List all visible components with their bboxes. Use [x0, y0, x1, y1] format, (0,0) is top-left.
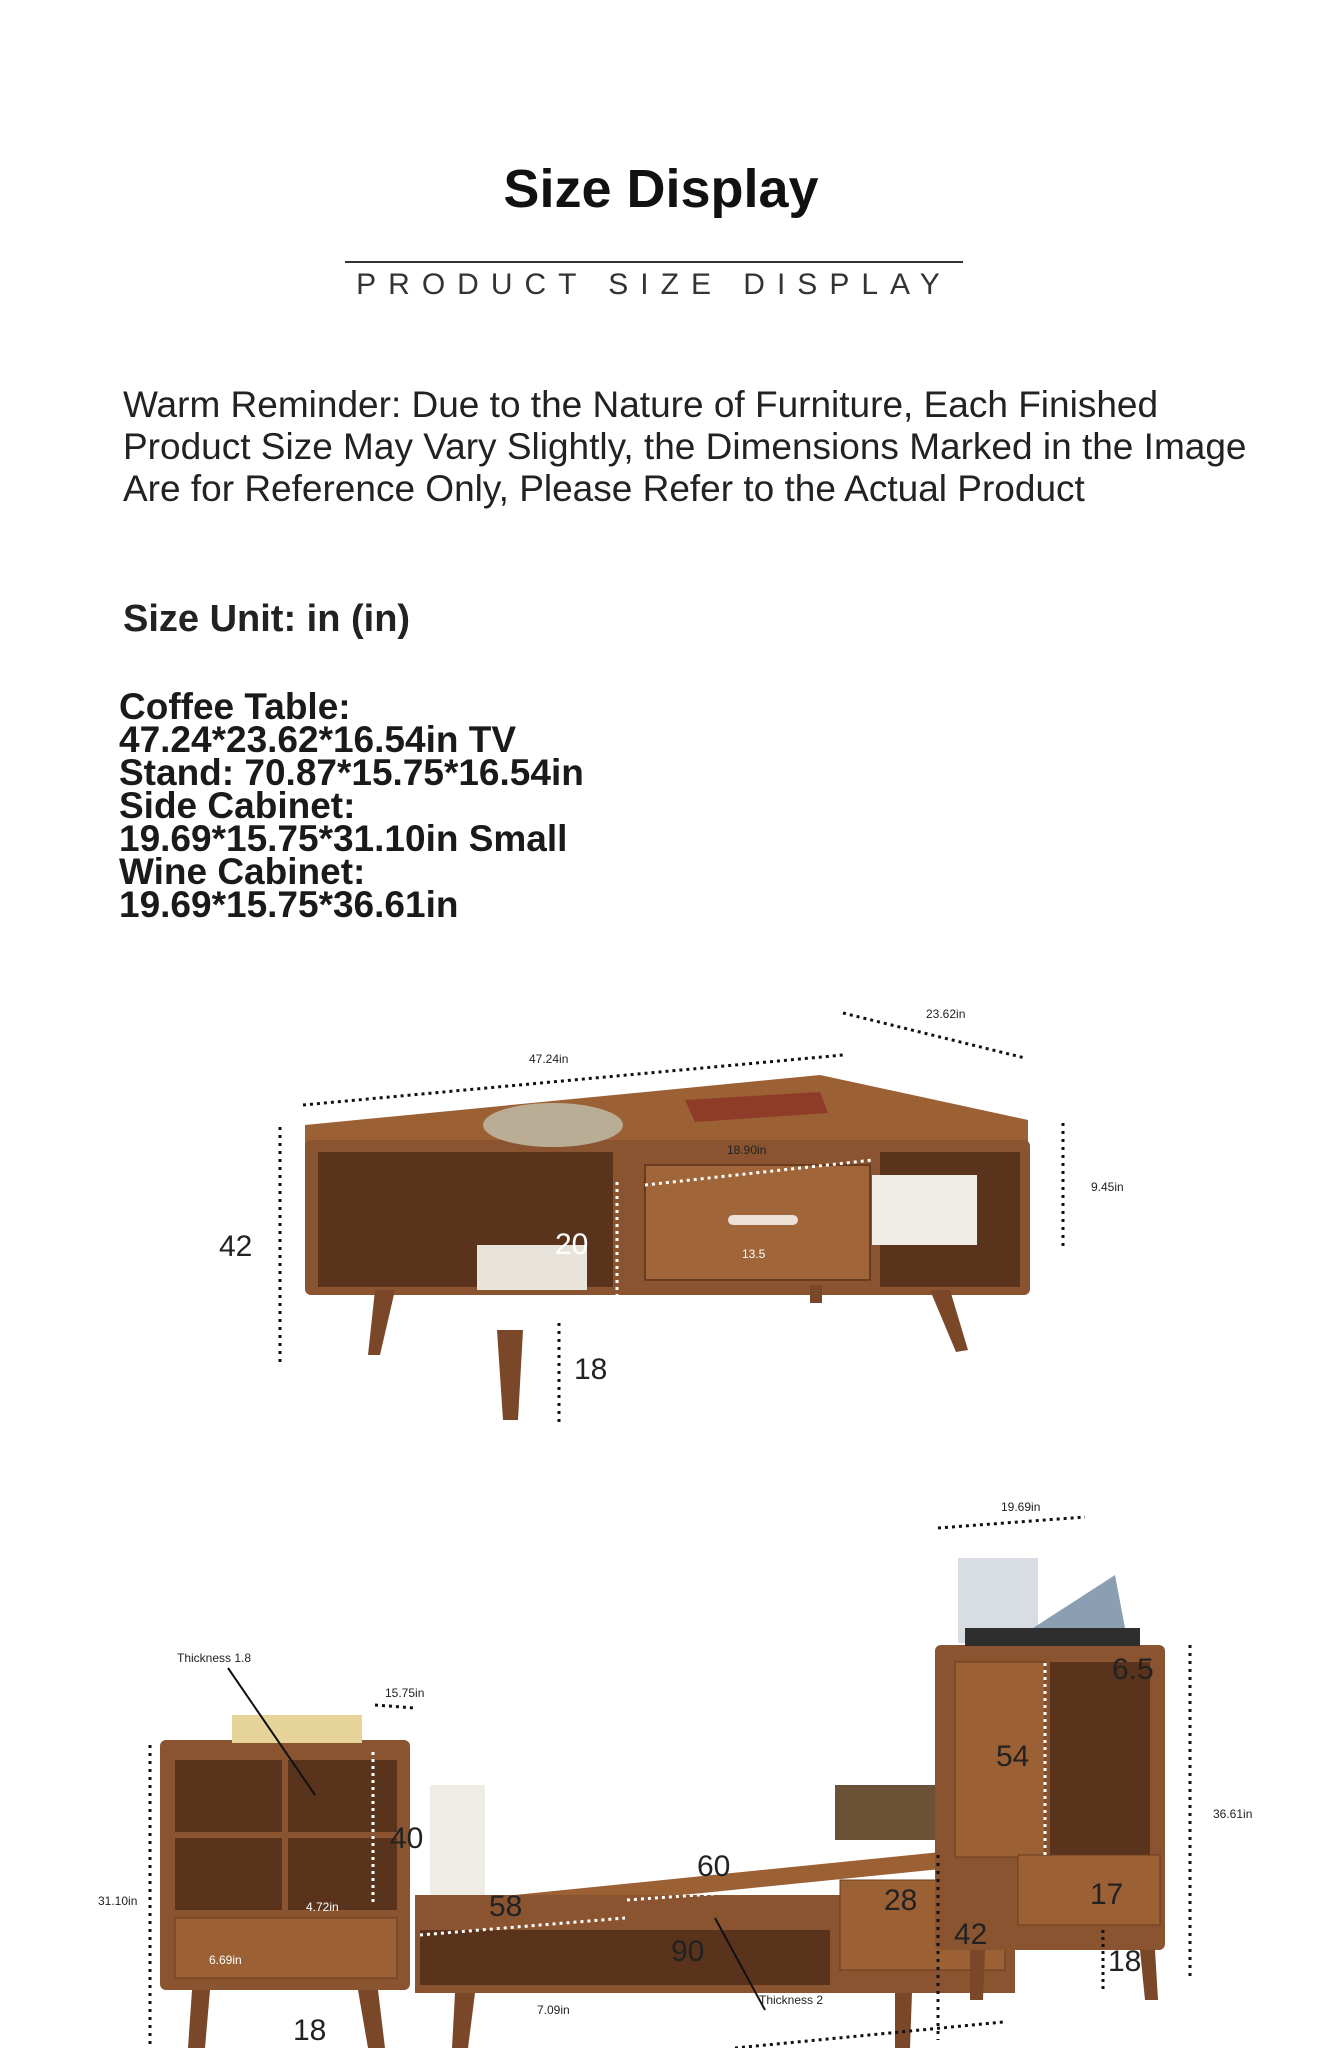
dim-label: 6.5 [1112, 1653, 1154, 1686]
tv-stand-opening [420, 1930, 830, 1985]
dim-label: 4.72in [306, 1900, 339, 1914]
dim-label: 18.90in [727, 1143, 767, 1157]
dim-label: 18 [574, 1353, 608, 1386]
dim-label: 15.75in [385, 1686, 425, 1700]
dim-line [735, 2022, 1003, 2048]
dim-line [375, 1705, 415, 1708]
dim-label: 9.45in [1091, 1180, 1124, 1194]
spec-line: Coffee Table: [119, 686, 351, 727]
spec-line: 19.69*15.75*36.61in [119, 884, 459, 925]
dim-label: Thickness 1.8 [177, 1651, 252, 1665]
record-player [965, 1628, 1140, 1646]
dim-label: 31.10in [98, 1894, 138, 1908]
dim-label: 20 [555, 1228, 589, 1261]
leg [970, 1950, 985, 2000]
dim-label: 13.5 [742, 1247, 766, 1261]
dim-label: Thickness 2 [759, 1993, 824, 2007]
dim-label: 18 [293, 2014, 327, 2047]
spec-line: 47.24*23.62*16.54in TV [119, 719, 517, 760]
books [430, 1785, 485, 1895]
page-title: Size Display [503, 159, 819, 219]
dim-label: 58 [489, 1890, 523, 1923]
speaker [835, 1785, 935, 1840]
dim-label: 90 [671, 1935, 705, 1968]
frame-photo [1030, 1575, 1125, 1630]
dim-label: 54 [996, 1740, 1030, 1773]
leg [1140, 1950, 1158, 2000]
size-unit: Size Unit: in (in) [123, 598, 411, 640]
spec-line: Stand: 70.87*15.75*16.54in [119, 752, 584, 793]
leg [452, 1993, 475, 2048]
dim-label: 40 [390, 1822, 424, 1855]
wine-cabinet-drawer [1018, 1855, 1160, 1925]
warm-reminder: Warm Reminder: Due to the Nature of Furniture, Each Finished Product Size May Vary Slightly, the Dimensions Marked in the Image Are for Reference Only, Please Refer to the Actual Product [123, 384, 1247, 509]
spec-line: Wine Cabinet: [119, 851, 366, 892]
leg [358, 1990, 385, 2048]
dim-label: 18 [1108, 1945, 1142, 1978]
dim-label: 17 [1090, 1878, 1124, 1911]
spec-line: Side Cabinet: [119, 785, 356, 826]
dim-label: 60 [697, 1850, 731, 1883]
dim-line [938, 1517, 1085, 1528]
books [232, 1715, 362, 1743]
spec-line: 19.69*15.75*31.10in Small [119, 818, 568, 859]
dim-label: 47.24in [529, 1052, 569, 1066]
wine-cabinet-shelf [1050, 1662, 1150, 1857]
dim-label: 7.09in [537, 2003, 570, 2017]
dim-label: 42 [219, 1230, 253, 1263]
side-drawer [175, 1918, 397, 1978]
dim-label: 19.69in [1001, 1500, 1041, 1514]
leg [188, 1990, 210, 2048]
page-subtitle: PRODUCT SIZE DISPLAY [356, 268, 952, 301]
dim-label: 6.69in [209, 1953, 242, 1967]
dim-label: 36.61in [1213, 1807, 1253, 1821]
dim-label: 42 [954, 1918, 988, 1951]
dim-label: 28 [884, 1884, 918, 1917]
dim-label: 23.62in [926, 1007, 966, 1021]
leg [895, 1993, 912, 2048]
